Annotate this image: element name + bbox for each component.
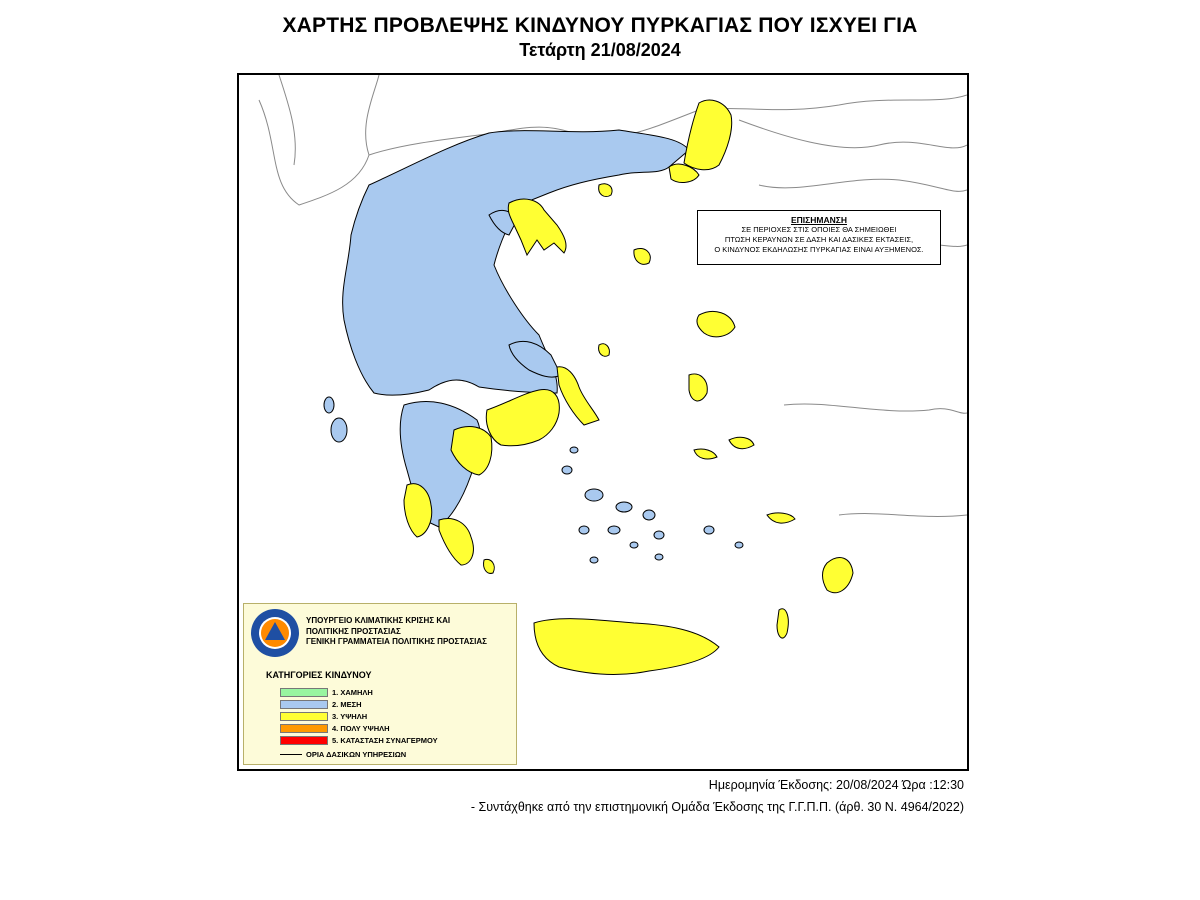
organization-name	[306, 616, 487, 648]
map-title: ΧΑΡΤΗΣ ΠΡΟΒΛΕΨΗΣ ΚΙΝΔΥΝΟΥ ΠΥΡΚΑΓΙΑΣ ΠΟΥ ΙΣΧΥΕΙ ΓΙΑ	[282, 14, 918, 37]
forecast-date: Τετάρτη 21/08/2024	[519, 40, 681, 60]
legend-label: 3. ΥΨΗΛΗ	[332, 712, 368, 721]
warning-note-title: ΕΠΙΣΗΜΑΝΣΗ	[790, 215, 847, 225]
region-lesvos	[697, 311, 735, 336]
region-samos	[729, 437, 754, 448]
issue-date: Ημερομηνία Έκδοσης: 20/08/2024 Ώρα :12:30	[708, 778, 964, 792]
legend-swatch	[280, 724, 328, 733]
legend-label: 1. ΧΑΜΗΛΗ	[332, 688, 373, 697]
region-kythira	[484, 559, 495, 573]
legend-item-medium	[280, 700, 362, 709]
legend-label: 5. ΚΑΤΑΣΤΑΣΗ ΣΥΝΑΓΕΡΜΟΥ	[332, 736, 438, 745]
legend-item-low	[280, 688, 373, 697]
org-line: ΠΟΛΙΤΙΚΗΣ ΠΡΟΣΤΑΣΙΑΣ	[306, 626, 401, 636]
warning-note-line: ΠΤΩΣΗ ΚΕΡΑΥΝΩΝ ΣΕ ΔΑΣΗ ΚΑΙ ΔΑΣΙΚΕΣ ΕΚΤΑΣΕΙΣ,	[724, 235, 914, 244]
region-kos	[767, 513, 795, 523]
legend-item-very-high	[280, 724, 390, 733]
region-crete	[534, 619, 719, 675]
region-limnos	[634, 248, 650, 264]
region-laconia	[439, 519, 473, 565]
legend-swatch	[280, 700, 328, 709]
legend-boundary	[280, 750, 406, 759]
region-skyros	[599, 344, 610, 357]
region-attica	[486, 389, 559, 445]
categories-title: ΚΑΤΗΓΟΡΙΕΣ ΚΙΝΔΥΝΟΥ	[266, 670, 372, 680]
legend-swatch	[280, 712, 328, 721]
map-frame	[237, 73, 969, 771]
boundary-label: ΟΡΙΑ ΔΑΣΙΚΩΝ ΥΠΗΡΕΣΙΩΝ	[306, 750, 407, 759]
region-evia	[557, 367, 599, 425]
region-rhodes	[823, 558, 854, 593]
legend-swatch	[280, 736, 328, 745]
legend-box	[243, 603, 517, 765]
warning-note	[697, 210, 941, 265]
region-thasos	[599, 184, 612, 197]
org-line: ΥΠΟΥΡΓΕΙΟ ΚΛΙΜΑΤΙΚΗΣ ΚΡΙΣΗΣ ΚΑΙ	[306, 616, 451, 625]
boundary-line-sample	[280, 754, 302, 755]
warning-note-line: ΣΕ ΠΕΡΙΟΧΕΣ ΣΤΙΣ ΟΠΟΙΕΣ ΘΑ ΣΗΜΕΙΩΘΕΙ	[741, 225, 897, 234]
legend-label: 2. ΜΕΣΗ	[332, 700, 362, 709]
medium-risk-regions	[343, 130, 689, 527]
region-evros	[684, 100, 732, 170]
region-halkidiki	[508, 199, 566, 255]
org-line: ΓΕΝΙΚΗ ΓΡΑΜΜΑΤΕΙΑ ΠΟΛΙΤΙΚΗΣ ΠΡΟΣΤΑΣΙΑΣ	[306, 637, 487, 646]
warning-note-line: Ο ΚΙΝΔΥΝΟΣ ΕΚΔΗΛΩΣΗΣ ΠΥΡΚΑΓΙΑΣ ΕΙΝΑΙ ΑΥΞΗΜΕΝΟΣ.	[714, 245, 924, 254]
legend-item-high	[280, 712, 367, 721]
credit-line: - Συντάχθηκε από την επιστημονική Ομάδα Έκδοσης της Γ.Γ.Π.Π. (άρθ. 30 Ν. 4964/2022)	[470, 800, 964, 814]
legend-item-alarm	[280, 736, 438, 745]
region-chios	[689, 374, 707, 401]
legend-swatch	[280, 688, 328, 697]
civil-protection-emblem	[250, 608, 300, 658]
region-ikaria	[694, 449, 717, 459]
legend-label: 4. ΠΟΛΥ ΥΨΗΛΗ	[332, 724, 390, 733]
region-karpathos	[777, 609, 788, 638]
